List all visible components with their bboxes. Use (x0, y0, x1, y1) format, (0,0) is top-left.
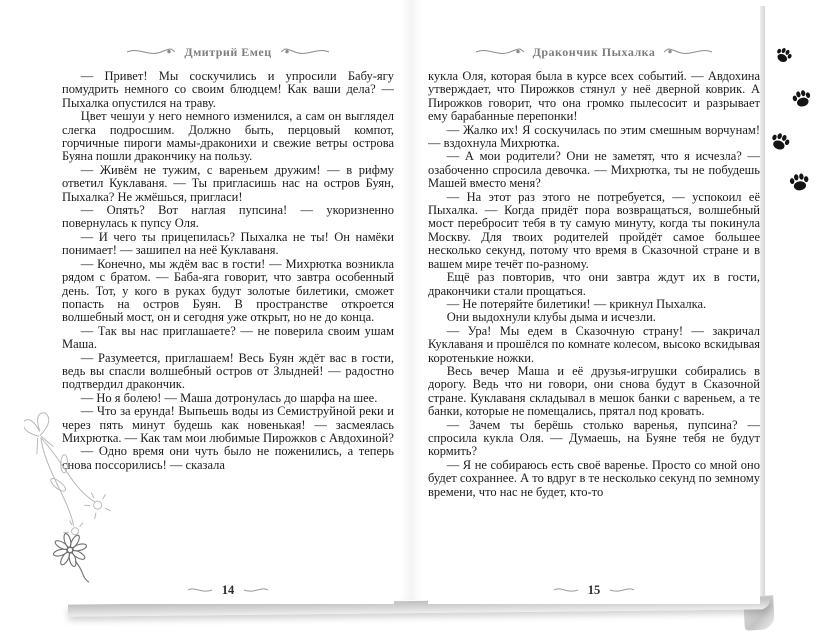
paragraph: Весь вечер Маша и её друзья-игрушки собирались в дорогу. Ведь что ни говори, они снова будут в Сказочной стране. Куклаваня складывал в мешок банки с вареньем, а те банки, которые не помещались, прятал под кровать. (428, 363, 760, 419)
paragraph: — Живём не тужим, с вареньем дружим! — в рифму ответил Куклаваня. — Ты пригласишь нас на остров Буян, Пыхалка? Не жмёшься, пригласи! (62, 162, 394, 204)
paragraph: — Так вы нас приглашаете? — не поверила своим ушам Маша. (62, 323, 394, 352)
paragraph: — Ура! Мы едем в Сказочную страну! — закричал Куклаваня и прошёлся по комнате колесом, высоко вскидывая коротенькие ножки. (428, 323, 760, 365)
paragraph: — Конечно, мы ждём вас в гости! — Михрютка возникла рядом с братом. — Баба-яга говорит, что завтра особенный день. Тот, у кого в руках будут золотые билетики, сможет попасть на остров Буян. В пространстве откроется волшебный мост, он и сегодня уже открыт, но не до конца. (62, 256, 394, 325)
flourish-icon (609, 586, 635, 594)
paw-print-icon (787, 170, 813, 196)
right-page (428, 0, 760, 604)
flourish-icon (125, 46, 177, 58)
flower-sketch-illustration (24, 398, 128, 590)
flourish-icon (187, 586, 213, 594)
paragraph: — Но я болею! — Маша дотронулась до шарфа на шее. (80, 390, 378, 405)
running-header-left (62, 44, 394, 60)
paragraph: — И чего ты прицепилась? Пыхалка не ты! Он намёки понимает! — зашипел на неё Куклаваня. (62, 229, 394, 258)
paragraph: — Я не собираюсь есть своё варенье. Просто со мной оно будет сохраннее. А то вдруг в те несколько секунд по земному времени, что нас не будет, кто-то (428, 457, 760, 499)
flourish-icon (553, 586, 579, 594)
paragraph: — Опять? Вот наглая пупсина! — укоризненно повернулась к пупсу Оля. (62, 203, 394, 231)
book-gutter-shade (400, 0, 422, 600)
paw-print-icon (766, 128, 794, 156)
page-text-right (428, 70, 760, 574)
paragraph: — Жалко их! Я соскучилась по этим смешным ворчунам! — вздохнула Михрютка. (428, 122, 760, 151)
paragraph: Цвет чешуи у него немного изменился, а сам он выглядел слегка подросшим. Должно быть, перцовый компот, горчичные пироги мамы-драконихи и свежие ветры острова Буяна пошли дракончику на пользу. (62, 109, 394, 164)
paragraph: Ещё раз повторив, что они завтра ждут их в гости, дракончики стали прощаться. (428, 270, 760, 298)
paragraph: — А мои родители? Они не заметят, что я исчезла? — озабоченно спросила девочка. — Михрютка, ты не побудешь Машей вместо меня? (428, 149, 760, 191)
paragraph: — Одно время они чуть было не поженились, а теперь снова поссорились! — сказала (62, 444, 394, 472)
flourish-icon (243, 586, 269, 594)
page-number: 15 (587, 582, 601, 597)
paragraph: — Что за ерунда! Выпьешь воды из Семиструйной реки и через пять минут будешь как новенькая! — засмеялась Михрютка. — Как там мои любимые Пирожков с Авдохиной? (62, 404, 394, 445)
running-header-text: Дмитрий Емец (184, 44, 272, 59)
paw-print-icon (789, 86, 816, 113)
flourish-icon (279, 46, 331, 58)
paragraph: кукла Оля, которая была в курсе всех событий. — Авдохина утверждает, что Пирожков стянул у неё дверной коврик. А Пирожков говорит, что она громко пылесосит и разрывает ему барабанные перепонки! (428, 70, 760, 124)
page-footer-right (428, 582, 760, 598)
paragraph: Они выдохнули клубы дыма и исчезли. (446, 310, 656, 325)
paw-print-icon (771, 43, 796, 68)
paragraph: — Не потеряйте билетики! — крикнул Пыхалка. (446, 296, 707, 311)
running-header-text: Дракончик Пыхалка (532, 44, 656, 59)
paragraph: — Разумеется, приглашаем! Весь Буян ждёт вас в гости, ведь вы спасли волшебный остров от Злыдней! — радостно подтвердил дракончик. (62, 350, 394, 392)
paragraph: — Зачем ты берёшь столько варенья, пупсина? — спросила кукла Оля. — Думаешь, на Буяне тебя не будут кормить? (428, 417, 760, 459)
paragraph: — На этот раз этого не потребуется, — успокоил её Пыхалка. — Когда придёт пора возвращаться, волшебный мост перебросит тебя в ту самую минуту, когда ты покинула Москву. Для твоих родителей пройдёт самое большее несколько секунд, потому что время в Сказочной стране и в вашем мире течёт по-разному. (428, 189, 760, 271)
flourish-icon (474, 46, 526, 58)
page-number: 14 (221, 582, 235, 597)
paragraph: — Привет! Мы соскучились и упросили Бабу-ягу помудрить немного со своим блюдцем! Как ваши дела? — Пыхалка опустился на траву. (62, 70, 394, 110)
running-header-right (428, 44, 760, 60)
flourish-icon (662, 46, 714, 58)
